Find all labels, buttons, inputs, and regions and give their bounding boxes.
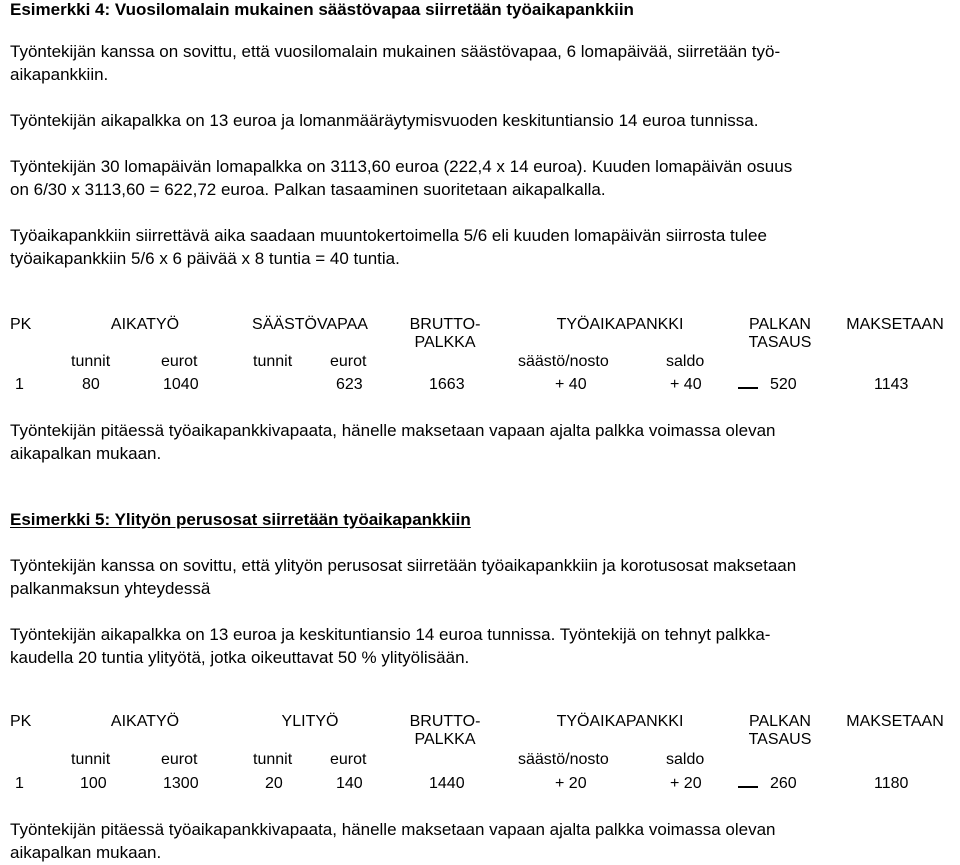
table-subheader-saasto-nosto: säästö/nosto [518, 353, 609, 370]
table-header-tyoaikapankki: TYÖAIKAPANKKI [556, 713, 684, 730]
table-subheader-eurot: eurot [161, 353, 198, 370]
example-5-note-line-1: Työntekijän pitäessä työaikapankkivapaata, hänelle maksetaan vapaan ajalta palkka voimassa olevan [10, 820, 776, 839]
table-cell-pk: 1 [15, 775, 24, 792]
example-5-title: Esimerkki 5: Ylityön perusosat siirretään työaikapankkiin [10, 510, 471, 529]
table-header-pk: PK [10, 316, 32, 333]
table-cell-saldo: + 40 [670, 376, 702, 393]
table-cell-bruttopalkka: 1440 [429, 775, 465, 792]
table-header-palkan-line-1: PALKAN [749, 316, 811, 333]
table-subheader-tunnit: tunnit [71, 751, 111, 768]
example-4-paragraph-4-line-2: työaikapankkiin 5/6 x 6 päivää x 8 tuntia = 40 tuntia. [10, 249, 400, 268]
example-4-title: Esimerkki 4: Vuosilomalain mukainen säästövapaa siirretään työaikapankkiin [10, 0, 634, 19]
table-header-brutto-line-1: BRUTTO- [409, 316, 481, 333]
table-cell-eurot: 1300 [163, 775, 199, 792]
table-header-aikatyo: AIKATYÖ [110, 316, 180, 333]
table-subheader-tunnit-2: tunnit [253, 751, 293, 768]
example-4-note-line-2: aikapalkan mukaan. [10, 444, 162, 463]
example-5-paragraph-2-line-1: Työntekijän aikapalkka on 13 euroa ja keskituntiansio 14 euroa tunnissa. Työntekijä on tehnyt palkka- [10, 625, 771, 644]
example-4-paragraph-2: Työntekijän aikapalkka on 13 euroa ja lomanmääräytymisvuoden keskituntiansio 14 euroa tunnissa. [10, 111, 759, 130]
table-header-brutto-line-1: BRUTTO- [409, 713, 481, 730]
example-4-note-line-1: Työntekijän pitäessä työaikapankkivapaata, hänelle maksetaan vapaan ajalta palkka voimassa olevan [10, 421, 776, 440]
example-5-note-line-2: aikapalkan mukaan. [10, 843, 162, 862]
example-4-paragraph-3-line-1: Työntekijän 30 lomapäivän lomapalkka on 3113,60 euroa (222,4 x 14 euroa). Kuuden lomapäivän osuus [10, 157, 793, 176]
table-cell-palkan-tasaus: 260 [770, 775, 797, 792]
example-4-paragraph-4-line-1: Työaikapankkiin siirrettävä aika saadaan muuntokertoimella 5/6 eli kuuden lomapäivän siirrosta tulee [10, 226, 767, 245]
table-subheader-saasto-nosto: säästö/nosto [518, 751, 609, 768]
table-cell-tunnit: 80 [82, 376, 100, 393]
example-4-paragraph-1-line-2: aikapankkiin. [10, 65, 109, 84]
table-header-pk: PK [10, 713, 32, 730]
table-subheader-eurot-2: eurot [330, 353, 367, 370]
table-cell-tunnit: 100 [80, 775, 107, 792]
table-header-tyoaikapankki: TYÖAIKAPANKKI [556, 316, 684, 333]
table-header-palkan-line-2: TASAUS [748, 334, 812, 351]
example-4-paragraph-1-line-1: Työntekijän kanssa on sovittu, että vuosilomalain mukainen säästövapaa, 6 lomapäivää, siirretään työ- [10, 42, 781, 61]
table-cell-saasto-nosto: + 40 [555, 376, 587, 393]
table-header-brutto-line-2: PALKKA [414, 334, 476, 351]
table-cell-tunnit-2: 20 [265, 775, 283, 792]
table-cell-bruttopalkka: 1663 [429, 376, 465, 393]
example-5-paragraph-1-line-2: palkanmaksun yhteydessä [10, 579, 211, 598]
table-cell-eurot: 1040 [163, 376, 199, 393]
table-subheader-tunnit: tunnit [71, 353, 111, 370]
table-header-saastovapaa: SÄÄSTÖVAPAA [252, 316, 368, 333]
table-subheader-eurot: eurot [161, 751, 198, 768]
table-cell-eurot-2: 623 [336, 376, 363, 393]
table-cell-maksetaan: 1180 [874, 775, 909, 792]
table-header-ylityo: YLITYÖ [281, 713, 339, 730]
example-5-paragraph-1-line-1: Työntekijän kanssa on sovittu, että ylityön perusosat siirretään työaikapankkiin ja korotusosat maksetaan [10, 556, 797, 575]
minus-sign [738, 387, 758, 389]
table-header-maksetaan: MAKSETAAN [846, 316, 944, 333]
example-4-paragraph-3-line-2: on 6/30 x 3113,60 = 622,72 euroa. Palkan tasaaminen suoritetaan aikapalkalla. [10, 180, 606, 199]
table-cell-palkan-tasaus: 520 [770, 376, 797, 393]
table-header-maksetaan: MAKSETAAN [846, 713, 944, 730]
table-subheader-saldo: saldo [666, 353, 705, 370]
minus-sign [738, 786, 758, 788]
table-cell-maksetaan: 1143 [874, 376, 909, 393]
table-subheader-saldo: saldo [666, 751, 705, 768]
table-header-palkan-line-1: PALKAN [749, 713, 811, 730]
table-cell-eurot-2: 140 [336, 775, 363, 792]
table-header-brutto-line-2: PALKKA [414, 731, 476, 748]
example-5-paragraph-2-line-2: kaudella 20 tuntia ylityötä, jotka oikeuttavat 50 % ylityölisään. [10, 648, 470, 667]
table-cell-pk: 1 [15, 376, 24, 393]
table-subheader-eurot-2: eurot [330, 751, 367, 768]
table-subheader-tunnit-2: tunnit [253, 353, 293, 370]
table-header-aikatyo: AIKATYÖ [110, 713, 180, 730]
table-cell-saasto-nosto: + 20 [555, 775, 587, 792]
table-cell-saldo: + 20 [670, 775, 702, 792]
table-header-palkan-line-2: TASAUS [748, 731, 812, 748]
